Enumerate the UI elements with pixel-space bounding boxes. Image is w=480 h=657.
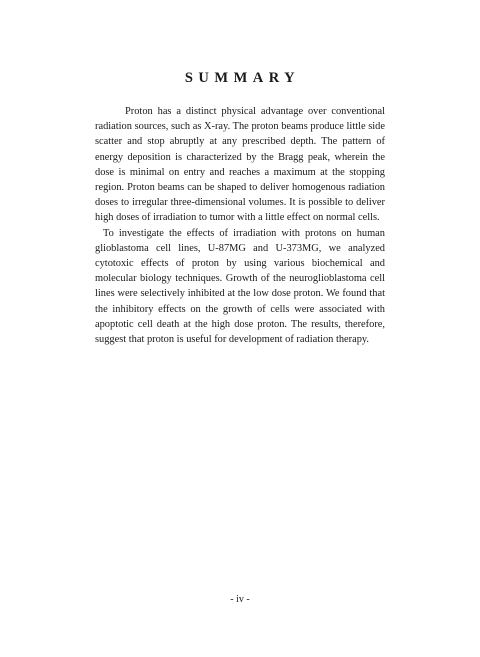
paragraph-glioblastoma-study: To investigate the effects of irradiation with protons on human glioblastoma cell lines, U-87MG and U-373MG, we analyzed cytotoxic effects of proton by using various biochemical and molecular biology techniques. Growth of the neuroglioblastoma cell lines were selectively inhibited at the low dose proton. We found that the inhibitory effects on the growth of cells were associated with apoptotic cell death at the high dose proton. The results, therefore, suggest that proton is useful for development of radiation therapy.: [95, 227, 385, 346]
paragraph-proton-advantages: Proton has a distinct physical advantage over conventional radiation sources, such as X-ray. The proton beams produce little side scatter and stop abruptly at any prescribed depth. The pattern of energy deposition is characterized by the Bragg peak, wherein the dose is minimal on entry and reaches a maximum at the stopping region. Proton beams can be shaped to deliver homogenous radiation doses to irregular three-dimensional volumes. It is possible to deliver high doses of irradiation to tumor with a little effect on normal cells.: [95, 106, 385, 224]
page-number: - iv -: [230, 594, 250, 605]
summary-body: [95, 104, 385, 347]
page-title: SUMMARY: [184, 70, 301, 86]
